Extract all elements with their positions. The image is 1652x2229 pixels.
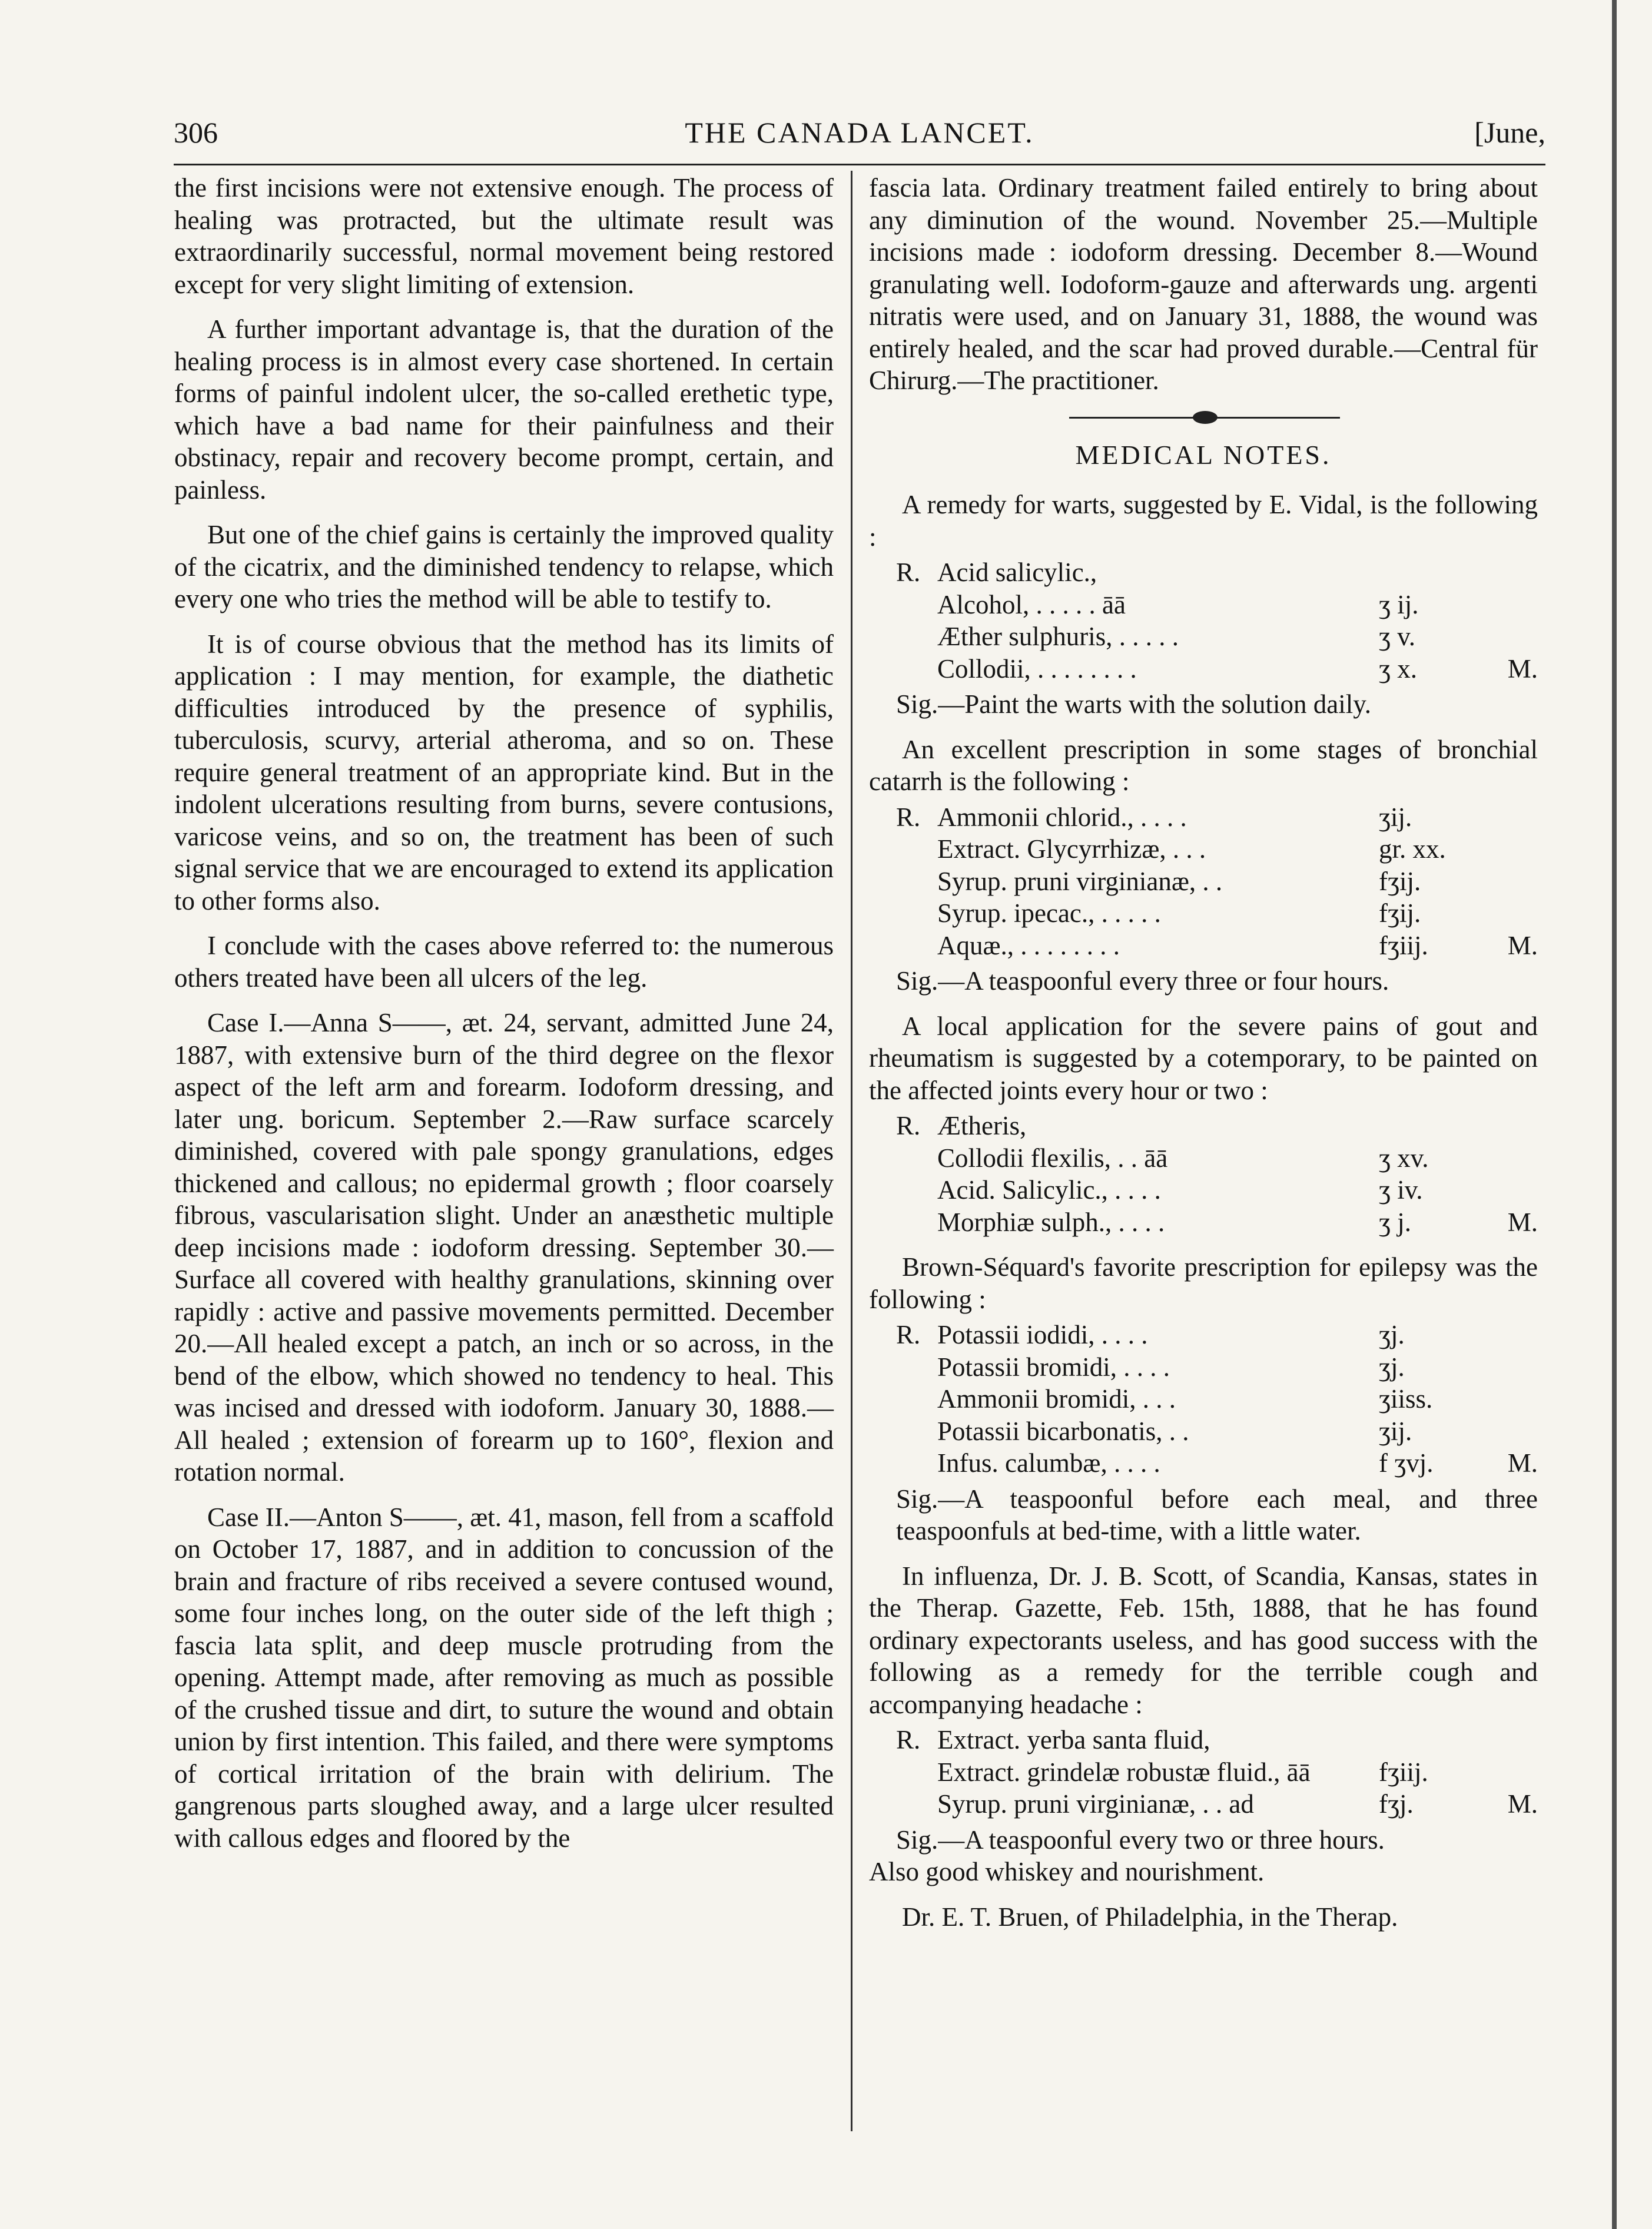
- dose: ʒ ij.: [1379, 589, 1419, 619]
- paragraph: But one of the chief gains is certainly the improved quality of the cicatrix, and the diminished tendency to relapse, which every one who tries the method will be able to testify to.: [174, 520, 834, 613]
- dose: [1379, 1110, 1502, 1142]
- dose: ʒj.: [1379, 1320, 1405, 1349]
- rx-symbol: R.: [896, 802, 921, 832]
- rx-symbol: R.: [896, 1111, 921, 1140]
- dose: ʒ x.: [1379, 654, 1417, 684]
- ingredient: Ætheris,: [937, 1111, 1027, 1140]
- misce-mark: M.: [1507, 930, 1538, 960]
- prescription-line: [896, 1383, 1538, 1415]
- prescription-line: [896, 801, 1538, 834]
- rx-symbol: R.: [896, 1320, 921, 1349]
- case-two: Case II.—Anton S——, æt. 41, mason, fell from a scaffold on October 17, 1887, and in addition to concussion of the brain and fracture of ribs received a severe contused wound, some four inches long, on the outer side of the left thigh ; fascia lata split, and deep muscle protruding from the opening. Attempt made, after removing as much as possible of the crushed tissue and dirt, to suture the wound and obtain union by first intention. This failed, and there were symptoms of cortical irritation of the brain with delirium. The gangrenous parts sloughed away, and a large ulcer resulted with callous edges and floored by the: [174, 1502, 834, 1853]
- journal-title: THE CANADA LANCET.: [685, 116, 1034, 149]
- rx-symbol: [896, 833, 937, 865]
- prescription-line: [896, 589, 1538, 621]
- dose: ʒij.: [1379, 1416, 1412, 1446]
- rx-symbol: R.: [896, 558, 921, 587]
- misce-mark: [1502, 1415, 1538, 1448]
- rx-symbol: [896, 1415, 937, 1448]
- misce-mark: M.: [1507, 1448, 1538, 1478]
- section-ornament: [869, 409, 1538, 426]
- prescription-line: [896, 1756, 1538, 1789]
- ingredient: Morphiæ sulph., . . . .: [937, 1207, 1165, 1237]
- ingredient: Potassii iodidi, . . . .: [937, 1320, 1148, 1349]
- dose: fʒj.: [1379, 1789, 1414, 1819]
- prescription-line: [896, 1174, 1538, 1206]
- rx-symbol: [896, 865, 937, 898]
- misce-mark: M.: [1507, 654, 1538, 684]
- paragraph: A further important advantage is, that the duration of the healing process is in almost every case shortened. In certain forms of painful indolent ulcer, the so-called erethetic type, which have a bad name for their painfulness and their obstinacy, repair and recovery become prompt, certain, and painless.: [174, 314, 834, 505]
- misce-mark: [1502, 1351, 1538, 1384]
- rx-symbol: [896, 1383, 937, 1415]
- dose: ʒ v.: [1379, 622, 1416, 651]
- epilepsy-prescription: [896, 1319, 1538, 1480]
- dose: fʒij.: [1379, 898, 1421, 928]
- dose: [1379, 556, 1502, 589]
- prescription-line: [896, 930, 1538, 962]
- misce-mark: [1502, 801, 1538, 834]
- page-number: 306: [174, 116, 218, 149]
- prescription-line: [896, 1724, 1538, 1756]
- ingredient: Alcohol, . . . . . āā: [937, 589, 1126, 619]
- misce-mark: [1502, 897, 1538, 930]
- column-divider: [851, 171, 852, 2131]
- prescription-line: [896, 653, 1538, 685]
- rx-symbol: [896, 1788, 937, 1820]
- paragraph: It is of course obvious that the method has its limits of application : I may mention, for example, the diathetic difficulties introduced by the presence of syphilis, tuberculosis, scurvy, arterial atheroma, and so on. These require general treatment of an appropriate kind. But in the indolent ulcerations resulting from burns, severe contusions, varicose veins, and so on, the treatment has been of such signal service that we are encouraged to extend its application to other forms also.: [174, 629, 834, 916]
- ingredient: Aquæ., . . . . . . . .: [937, 930, 1120, 960]
- dose: f ʒvj.: [1379, 1448, 1434, 1478]
- prescription-line: [896, 556, 1538, 589]
- catarrh-prescription: [896, 801, 1538, 962]
- section-title: MEDICAL NOTES.: [1075, 439, 1332, 470]
- ingredient: Acid salicylic.,: [937, 558, 1097, 587]
- prescription-line: [896, 1319, 1538, 1351]
- misce-mark: [1502, 1756, 1538, 1789]
- case-one: Case I.—Anna S——, æt. 24, servant, admitted June 24, 1887, with extensive burn of the third degree on the flexor aspect of the left arm and forearm. Iodoform dressing, and later ung. boricum. September 2.—Raw surface scarcely diminished, covered with pale spongy granulations, edges thickened and callous; no epidermal growth ; floor coarsely fibrous, vascularisation slight. Under an anæsthetic multiple deep incisions made : iodoform dressing. September 30.—Surface all covered with healthy granulations, skinning over rapidly : active and passive movements permitted. December 20.—All healed except a patch, an inch or so across, in the bend of the elbow, which showed no tendency to heal. This was incised and dressed with iodoform. January 30, 1888.—All healed ; extension of forearm up to 160°, flexion and rotation normal.: [174, 1008, 834, 1487]
- prescription-line: [896, 1447, 1538, 1480]
- left-column: [174, 172, 834, 1854]
- ingredient: Syrup. pruni virginianæ, . .: [937, 866, 1223, 896]
- misce-mark: [1502, 556, 1538, 589]
- influenza-prescription: [896, 1724, 1538, 1820]
- rx-symbol: [896, 930, 937, 962]
- gout-prescription: [896, 1110, 1538, 1238]
- rx-symbol: [896, 653, 937, 685]
- ingredient: Ammonii chlorid., . . . .: [937, 802, 1187, 832]
- prescription-line: [896, 1206, 1538, 1239]
- header-rule: [174, 164, 1545, 165]
- page-edge-mark: [1612, 0, 1617, 2229]
- paragraph: fascia lata. Ordinary treatment failed entirely to bring about any diminution of the wound. November 25.—Multiple incisions made : iodoform dressing. December 8.—Wound granulating well. Iodoform-gauze and afterwards ung. argenti nitratis were used, and on January 31, 1888, the wound was entirely healed, and the scar had proved durable.—Central für Chirurg.—The practitioner.: [869, 173, 1538, 395]
- rx-symbol: [896, 1174, 937, 1206]
- ingredient: Syrup. ipecac., . . . . .: [937, 898, 1161, 928]
- warts-sig: Sig.—Paint the warts with the solution daily.: [896, 689, 1372, 719]
- catarrh-sig: Sig.—A teaspoonful every three or four hours.: [896, 966, 1389, 996]
- paragraph: Dr. E. T. Bruen, of Philadelphia, in the Therap.: [902, 1902, 1398, 1932]
- prescription-line: [896, 1788, 1538, 1820]
- prescription-line: [896, 897, 1538, 930]
- misce-mark: [1502, 865, 1538, 898]
- misce-mark: [1502, 1142, 1538, 1175]
- warts-intro: A remedy for warts, suggested by E. Vidal, is the following :: [869, 490, 1538, 552]
- issue-month: [June,: [1474, 116, 1545, 149]
- rx-symbol: [896, 589, 937, 621]
- ingredient: Extract. grindelæ robustæ fluid., āā: [937, 1757, 1311, 1787]
- dose: ʒ iv.: [1379, 1175, 1423, 1205]
- rx-symbol: [896, 1756, 937, 1789]
- catarrh-intro: An excellent prescription in some stages of bronchial catarrh is the following :: [869, 734, 1538, 796]
- rx-symbol: [896, 897, 937, 930]
- prescription-line: [896, 833, 1538, 865]
- misce-mark: [1502, 1110, 1538, 1142]
- prescription-line: [896, 621, 1538, 653]
- dose: ʒ j.: [1379, 1207, 1411, 1237]
- prescription-line: [896, 1415, 1538, 1448]
- gout-intro: A local application for the severe pains of gout and rheumatism is suggested by a cotemporary, to be painted on the affected joints every hour or two :: [869, 1011, 1538, 1105]
- influenza-tail: Also good whiskey and nourishment.: [869, 1857, 1265, 1886]
- dose: fʒiij.: [1379, 930, 1428, 960]
- ingredient: Infus. calumbæ, . . . .: [937, 1448, 1160, 1478]
- prescription-line: [896, 865, 1538, 898]
- prescription-line: [896, 1351, 1538, 1384]
- warts-prescription: [896, 556, 1538, 685]
- rx-symbol: [896, 1142, 937, 1175]
- ingredient: Potassii bicarbonatis, . .: [937, 1416, 1189, 1446]
- dose: ʒiiss.: [1379, 1384, 1433, 1414]
- rx-symbol: R.: [896, 1725, 921, 1754]
- ingredient: Potassii bromidi, . . . .: [937, 1352, 1170, 1382]
- ingredient: Collodii flexilis, . . āā: [937, 1143, 1168, 1173]
- right-column: [869, 172, 1538, 1933]
- ingredient: Extract. yerba santa fluid,: [937, 1725, 1210, 1754]
- dose: [1379, 1724, 1502, 1756]
- dose: ʒij.: [1379, 802, 1412, 832]
- influenza-intro: In influenza, Dr. J. B. Scott, of Scandia, Kansas, states in the Therap. Gazette, Feb. 15th, 1888, that he has found ordinary expectorants useless, and has good success with the following as a remedy for the terrible cough and accompanying headache :: [869, 1561, 1538, 1719]
- ingredient: Æther sulphuris, . . . . .: [937, 622, 1179, 651]
- dose: ʒ xv.: [1379, 1143, 1429, 1173]
- prescription-line: [896, 1142, 1538, 1175]
- rx-symbol: [896, 621, 937, 653]
- ingredient: Ammonii bromidi, . . .: [937, 1384, 1176, 1414]
- rx-symbol: [896, 1351, 937, 1384]
- misce-mark: [1502, 589, 1538, 621]
- misce-mark: M.: [1507, 1207, 1538, 1237]
- dose: fʒij.: [1379, 866, 1421, 896]
- epilepsy-sig: Sig.—A teaspoonful before each meal, and three teaspoonfuls at bed-time, with a little water.: [896, 1484, 1538, 1545]
- ingredient: Extract. Glycyrrhizæ, . . .: [937, 834, 1206, 864]
- ingredient: Syrup. pruni virginianæ, . . ad: [937, 1789, 1254, 1819]
- prescription-line: [896, 1110, 1538, 1142]
- misce-mark: [1502, 1383, 1538, 1415]
- rx-symbol: [896, 1447, 937, 1480]
- misce-mark: [1502, 1724, 1538, 1756]
- misce-mark: [1502, 621, 1538, 653]
- epilepsy-intro: Brown-Séquard's favorite prescription for epilepsy was the following :: [869, 1252, 1538, 1314]
- ingredient: Acid. Salicylic., . . . .: [937, 1175, 1161, 1205]
- rx-symbol: [896, 1206, 937, 1239]
- misce-mark: [1502, 1319, 1538, 1351]
- influenza-sig: Sig.—A teaspoonful every two or three hours.: [896, 1825, 1385, 1855]
- misce-mark: M.: [1507, 1789, 1538, 1819]
- paragraph: I conclude with the cases above referred to: the numerous others treated have been all ulcers of the leg.: [174, 931, 834, 993]
- running-header: [174, 115, 1545, 157]
- misce-mark: [1502, 1174, 1538, 1206]
- dose: gr. xx.: [1379, 834, 1446, 864]
- dose: ʒj.: [1379, 1352, 1405, 1382]
- paragraph: the first incisions were not extensive enough. The process of healing was protracted, but the ultimate result was extraordinarily successful, normal movement being restored except for very slight limiting of extension.: [174, 173, 834, 299]
- misce-mark: [1502, 833, 1538, 865]
- ingredient: Collodii, . . . . . . . .: [937, 654, 1137, 684]
- dose: fʒiij.: [1379, 1757, 1428, 1787]
